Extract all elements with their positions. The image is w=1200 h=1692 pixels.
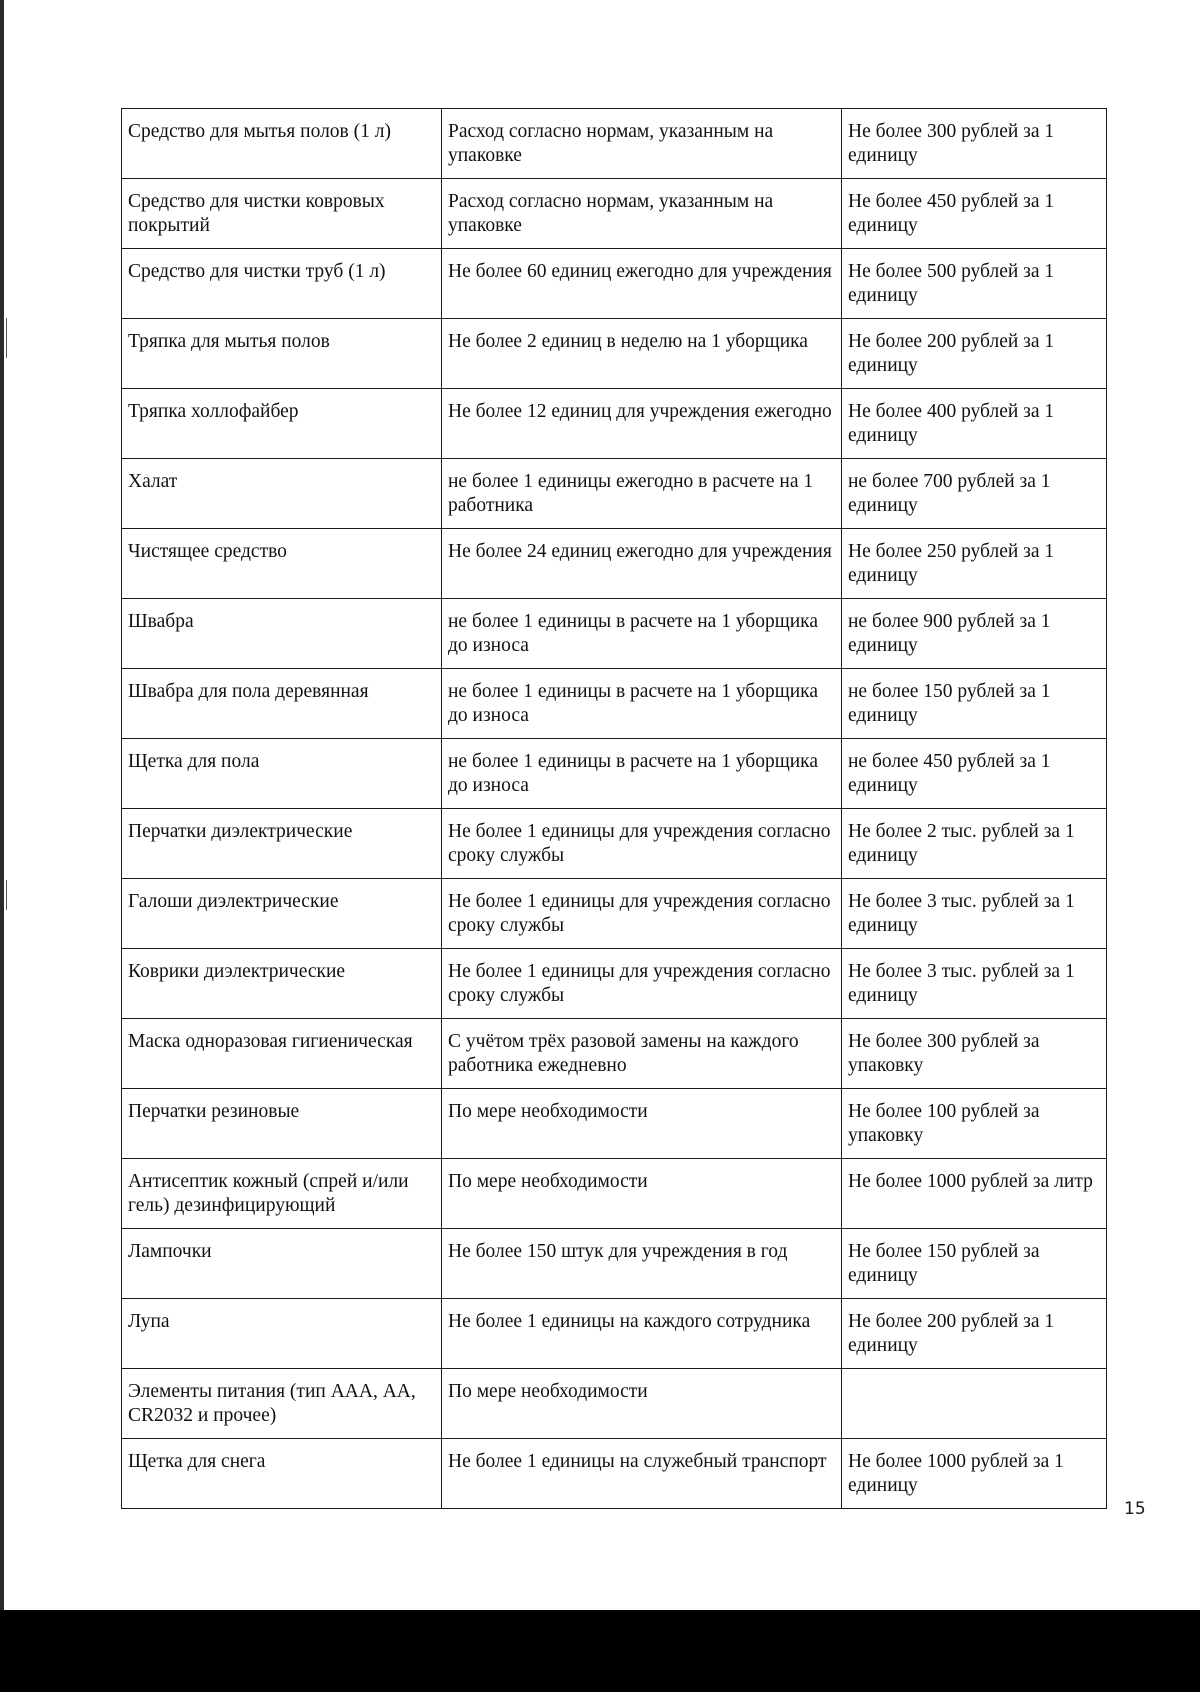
norm-cell: не более 1 единицы ежегодно в расчете на 1 работника [442,459,842,529]
table-row [122,319,1107,389]
price-cell: Не более 1000 рублей за литр [842,1159,1107,1229]
table-row [122,529,1107,599]
item-name-cell: Швабра [122,599,442,669]
norms-table-container [121,108,1106,1509]
norm-cell: По мере необходимости [442,1159,842,1229]
table-row [122,1439,1107,1509]
price-cell: не более 150 рублей за 1 единицу [842,669,1107,739]
norm-cell: не более 1 единицы в расчете на 1 уборщика до износа [442,669,842,739]
price-cell: Не более 1000 рублей за 1 единицу [842,1439,1107,1509]
price-cell: Не более 250 рублей за 1 единицу [842,529,1107,599]
table-row [122,1229,1107,1299]
norm-cell: не более 1 единицы в расчете на 1 уборщика до износа [442,599,842,669]
price-cell: Не более 150 рублей за единицу [842,1229,1107,1299]
item-name-cell: Средство для чистки труб (1 л) [122,249,442,319]
table-row [122,389,1107,459]
table-row [122,1019,1107,1089]
price-cell: Не более 100 рублей за упаковку [842,1089,1107,1159]
price-cell: Не более 300 рублей за упаковку [842,1019,1107,1089]
norm-cell: Расход согласно нормам, указанным на упаковке [442,109,842,179]
price-cell: Не более 3 тыс. рублей за 1 единицу [842,949,1107,1019]
item-name-cell: Чистящее средство [122,529,442,599]
table-row [122,249,1107,319]
item-name-cell: Элементы питания (тип ААА, АА, CR2032 и прочее) [122,1369,442,1439]
item-name-cell: Перчатки резиновые [122,1089,442,1159]
table-row [122,949,1107,1019]
item-name-cell: Швабра для пола деревянная [122,669,442,739]
item-name-cell: Тряпка холлофайбер [122,389,442,459]
norms-table-body [122,109,1107,1509]
price-cell: Не более 2 тыс. рублей за 1 единицу [842,809,1107,879]
price-cell: Не более 450 рублей за 1 единицу [842,179,1107,249]
norm-cell: Не более 1 единицы на каждого сотрудника [442,1299,842,1369]
price-cell: не более 700 рублей за 1 единицу [842,459,1107,529]
table-row [122,109,1107,179]
item-name-cell: Средство для мытья полов (1 л) [122,109,442,179]
norm-cell: Не более 24 единиц ежегодно для учреждения [442,529,842,599]
table-row [122,1089,1107,1159]
table-row [122,1159,1107,1229]
norm-cell: Не более 1 единицы на служебный транспорт [442,1439,842,1509]
norm-cell: Не более 12 единиц для учреждения ежегодно [442,389,842,459]
item-name-cell: Коврики диэлектрические [122,949,442,1019]
norms-table [121,108,1107,1509]
page-number: 15 [1124,1499,1146,1519]
item-name-cell: Перчатки диэлектрические [122,809,442,879]
norm-cell: Не более 150 штук для учреждения в год [442,1229,842,1299]
table-row [122,459,1107,529]
item-name-cell: Галоши диэлектрические [122,879,442,949]
item-name-cell: Тряпка для мытья полов [122,319,442,389]
price-cell [842,1369,1107,1439]
item-name-cell: Щетка для пола [122,739,442,809]
table-row [122,669,1107,739]
price-cell: Не более 3 тыс. рублей за 1 единицу [842,879,1107,949]
table-row [122,809,1107,879]
item-name-cell: Лампочки [122,1229,442,1299]
norm-cell: Расход согласно нормам, указанным на упаковке [442,179,842,249]
price-cell: Не более 300 рублей за 1 единицу [842,109,1107,179]
price-cell: не более 900 рублей за 1 единицу [842,599,1107,669]
norm-cell: По мере необходимости [442,1369,842,1439]
price-cell: Не более 200 рублей за 1 единицу [842,319,1107,389]
item-name-cell: Щетка для снега [122,1439,442,1509]
scan-bottom-bar [0,1610,1200,1692]
price-cell: Не более 200 рублей за 1 единицу [842,1299,1107,1369]
item-name-cell: Средство для чистки ковровых покрытий [122,179,442,249]
scan-left-edge [0,0,4,1610]
item-name-cell: Маска одноразовая гигиеническая [122,1019,442,1089]
item-name-cell: Антисептик кожный (спрей и/или гель) дезинфицирующий [122,1159,442,1229]
norm-cell: Не более 1 единицы для учреждения согласно сроку службы [442,949,842,1019]
price-cell: не более 450 рублей за 1 единицу [842,739,1107,809]
norm-cell: Не более 1 единицы для учреждения согласно сроку службы [442,809,842,879]
table-row [122,739,1107,809]
norm-cell: С учётом трёх разовой замены на каждого работника ежедневно [442,1019,842,1089]
price-cell: Не более 500 рублей за 1 единицу [842,249,1107,319]
scan-artifact [6,318,7,358]
norm-cell: Не более 2 единиц в неделю на 1 уборщика [442,319,842,389]
norm-cell: не более 1 единицы в расчете на 1 уборщика до износа [442,739,842,809]
scan-artifact [6,880,7,910]
item-name-cell: Лупа [122,1299,442,1369]
table-row [122,1299,1107,1369]
price-cell: Не более 400 рублей за 1 единицу [842,389,1107,459]
norm-cell: Не более 1 единицы для учреждения согласно сроку службы [442,879,842,949]
table-row [122,599,1107,669]
table-row [122,1369,1107,1439]
table-row [122,879,1107,949]
norm-cell: По мере необходимости [442,1089,842,1159]
table-row [122,179,1107,249]
item-name-cell: Халат [122,459,442,529]
norm-cell: Не более 60 единиц ежегодно для учреждения [442,249,842,319]
